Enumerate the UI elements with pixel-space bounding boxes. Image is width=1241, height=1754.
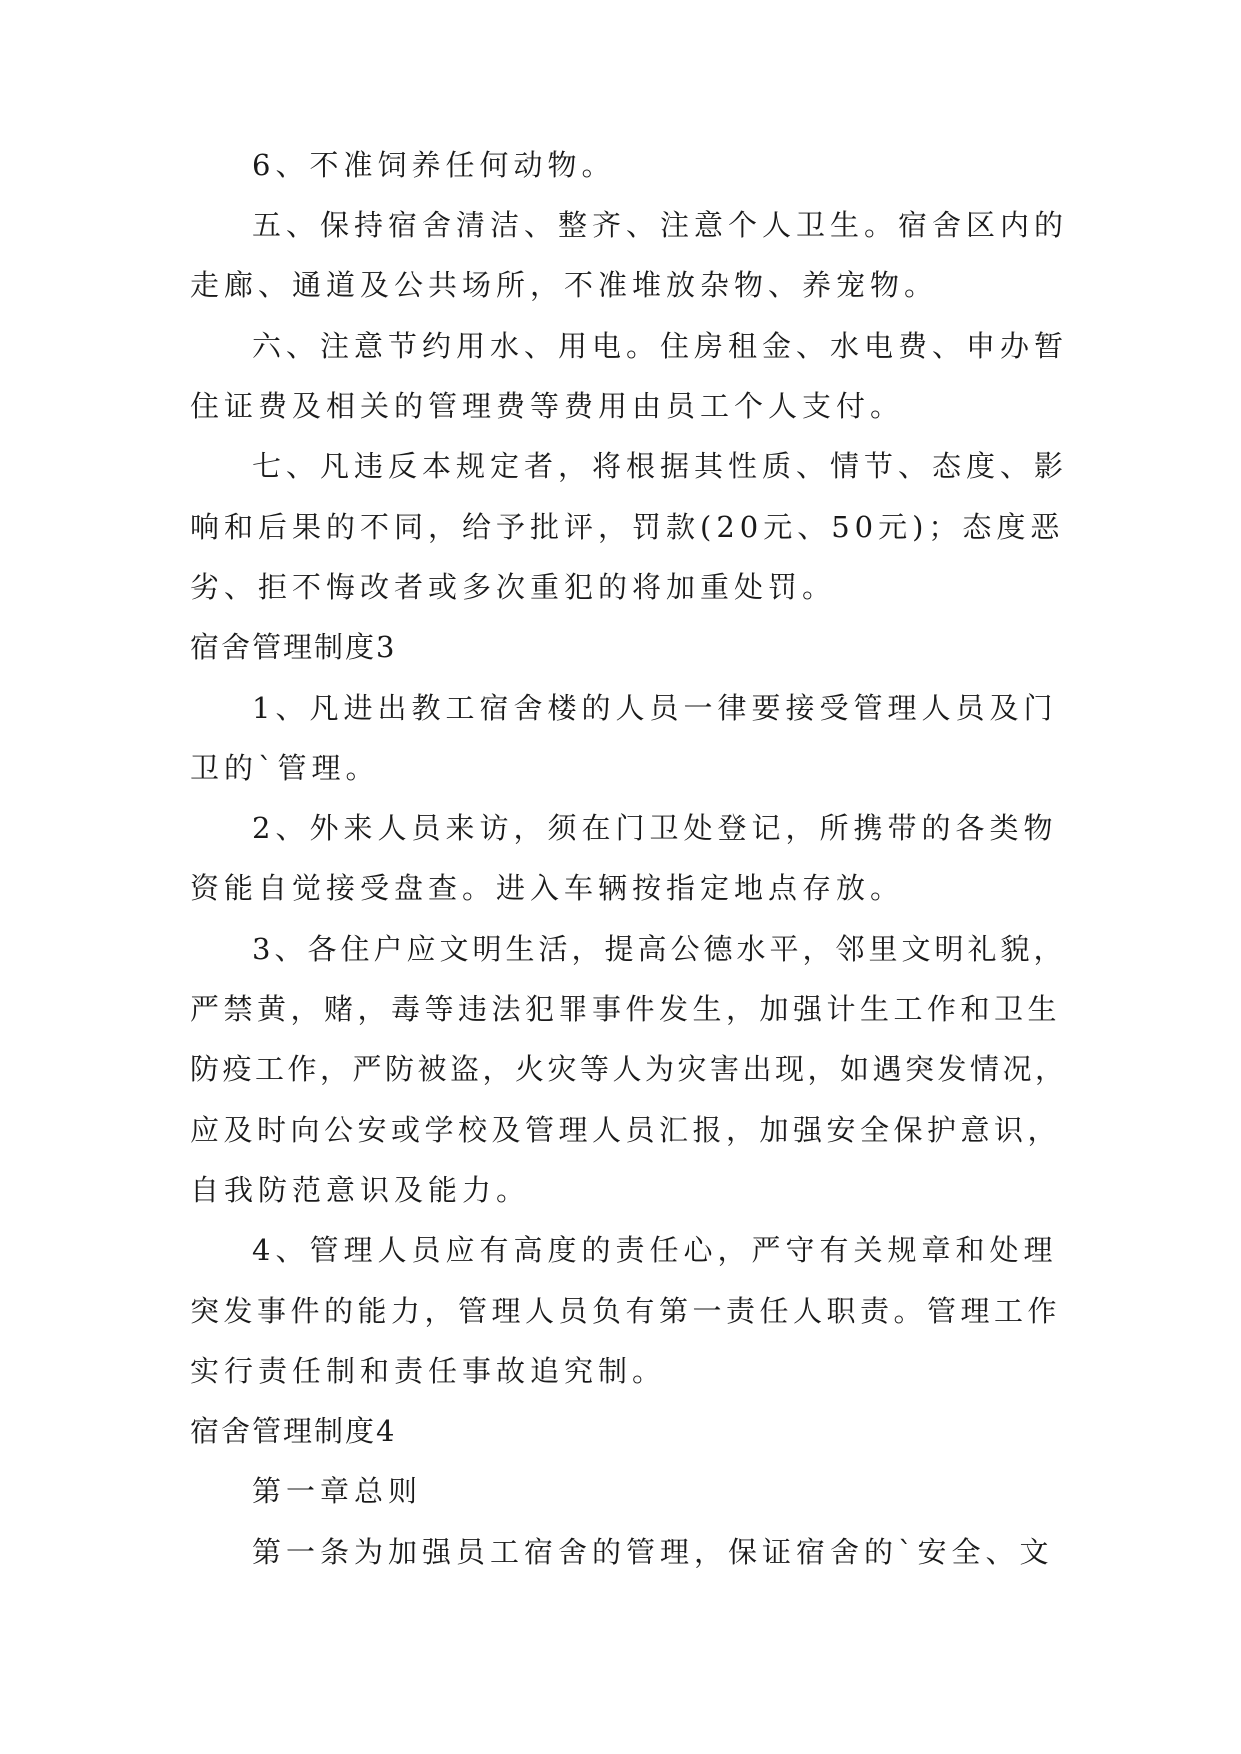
paragraph-line: 资能自觉接受盘查。进入车辆按指定地点存放。 [190, 871, 905, 905]
paragraph-line: 突发事件的能力，管理人员负有第一责任人职责。管理工作 [190, 1294, 1062, 1328]
paragraph-line: 第一条为加强员工宿舍的管理，保证宿舍的`安全、文 [252, 1535, 1054, 1569]
paragraph-line: 实行责任制和责任事故追究制。 [190, 1354, 667, 1388]
paragraph-line: 七、凡违反本规定者，将根据其性质、情节、态度、影 [252, 449, 1069, 483]
paragraph-line: 严禁黄，赌，毒等违法犯罪事件发生，加强计生工作和卫生 [190, 992, 1062, 1026]
paragraph-line: 六、注意节约用水、用电。住房租金、水电费、申办暂 [252, 329, 1069, 363]
paragraph-line: 劣、拒不悔改者或多次重犯的将加重处罚。 [190, 570, 837, 604]
paragraph-line: 住证费及相关的管理费等费用由员工个人支付。 [190, 389, 905, 423]
paragraph-line: 1、凡进出教工宿舍楼的人员一律要接受管理人员及门 [252, 691, 1058, 725]
paragraph-line: 2、外来人员来访，须在门卫处登记，所携带的各类物 [252, 811, 1058, 845]
paragraph-line: 卫的`管理。 [190, 751, 380, 785]
chapter-heading: 第一章总则 [252, 1474, 423, 1508]
section-heading: 宿舍管理制度3 [190, 630, 397, 664]
paragraph-line: 响和后果的不同，给予批评，罚款(20元、50元)；态度恶 [190, 510, 1065, 544]
paragraph-line: 自我防范意识及能力。 [190, 1173, 531, 1207]
paragraph-line: 应及时向公安或学校及管理人员汇报，加强安全保护意识， [190, 1113, 1062, 1147]
paragraph-line: 走廊、通道及公共场所，不准堆放杂物、养宠物。 [190, 268, 939, 302]
paragraph-line: 4、管理人员应有高度的责任心，严守有关规章和处理 [252, 1233, 1058, 1267]
paragraph-line: 3、各住户应文明生活，提高公德水平，邻里文明礼貌， [252, 932, 1067, 966]
paragraph-line: 防疫工作，严防被盗，火灾等人为灾害出现，如遇突发情况， [190, 1052, 1068, 1086]
paragraph-line: 6、不准饲养任何动物。 [252, 148, 616, 182]
paragraph-line: 五、保持宿舍清洁、整齐、注意个人卫生。宿舍区内的 [252, 208, 1069, 242]
section-heading: 宿舍管理制度4 [190, 1414, 397, 1448]
